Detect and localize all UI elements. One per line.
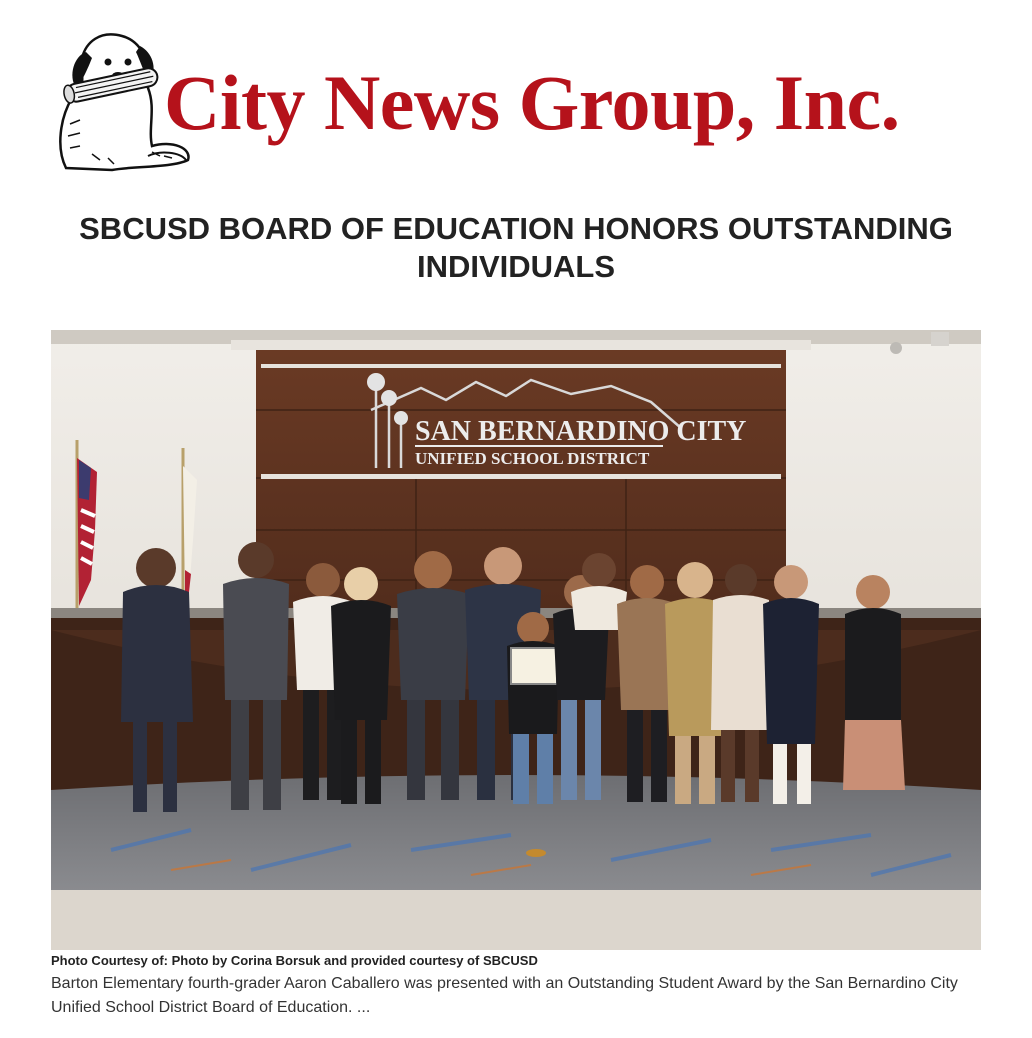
district-sign-line2: UNIFIED SCHOOL DISTRICT bbox=[415, 449, 650, 468]
masthead bbox=[52, 28, 972, 174]
district-sign-line1: SAN BERNARDINO CITY bbox=[415, 416, 747, 447]
photo-credit-label: Photo Courtesy of: bbox=[51, 953, 168, 968]
photo-credit bbox=[51, 952, 538, 969]
article-photo[interactable] bbox=[51, 330, 981, 950]
photo-credit-text: Photo by Corina Borsuk and provided courtesy of SBCUSD bbox=[171, 953, 538, 968]
brand-name[interactable]: City News Group, Inc. bbox=[164, 59, 900, 146]
article-headline[interactable]: SBCUSD BOARD OF EDUCATION HONORS OUTSTANDING INDIVIDUALS bbox=[79, 211, 953, 284]
article-summary[interactable]: Barton Elementary fourth-grader Aaron Caballero was presented with an Outstanding Student Award by the San Bernardino City Unified School District Board of Education. ... bbox=[51, 975, 958, 1016]
